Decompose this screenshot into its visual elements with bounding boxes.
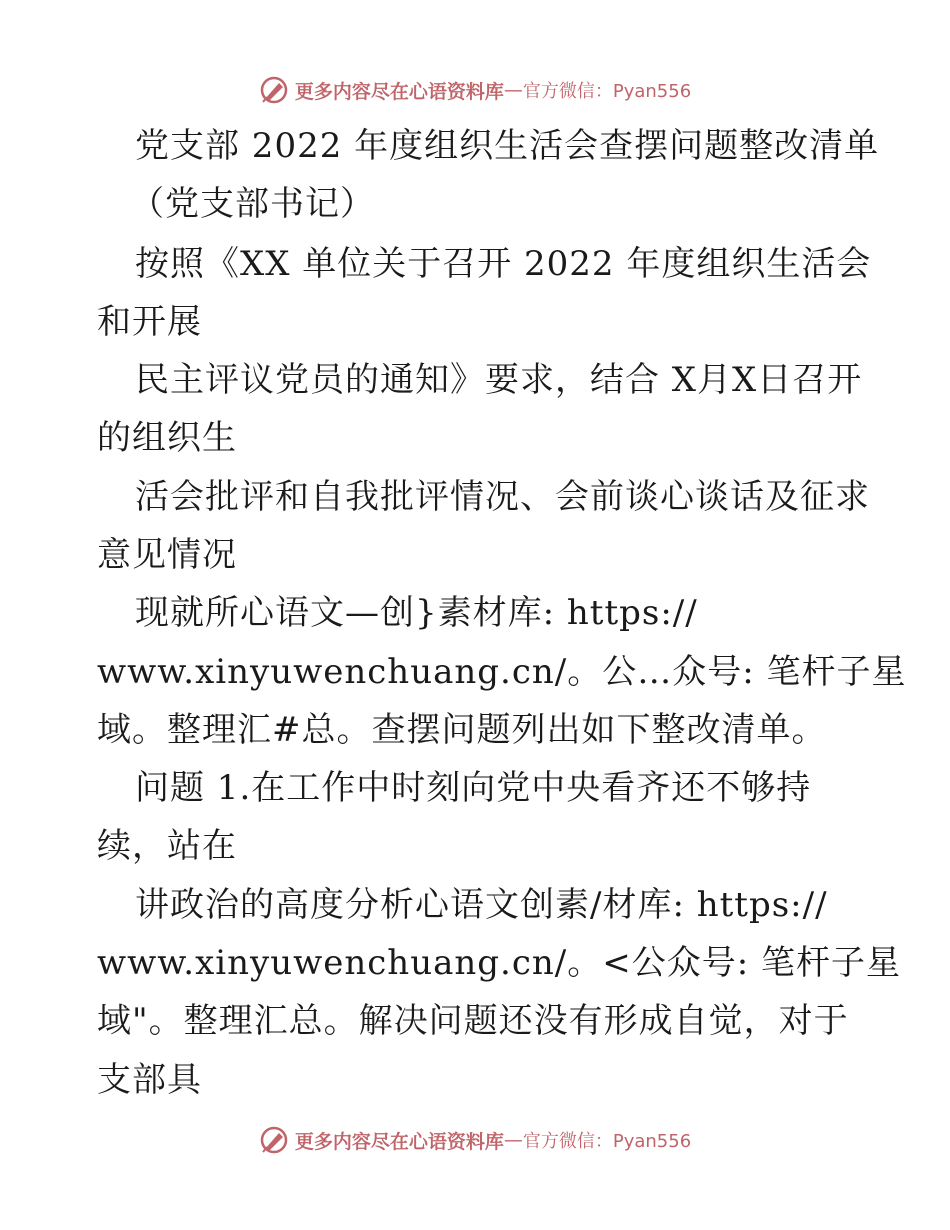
pen-logo-icon — [259, 75, 289, 105]
doc-line: 按照《XX 单位关于召开 2022 年度组织生活会 — [135, 244, 872, 284]
doc-title: 党支部 2022 年度组织生活会查摆问题整改清单 — [135, 126, 880, 166]
doc-line: 和开展 — [97, 302, 202, 342]
doc-line: 域。整理汇#总。查摆问题列出如下整改清单。 — [97, 710, 827, 750]
banner-wechat: 官方微信：Pyan556 — [522, 81, 692, 102]
banner-brand: 更多内容尽在心语资料库 — [294, 80, 504, 103]
doc-subtitle: （党支部书记） — [130, 184, 375, 224]
doc-line: 讲政治的高度分析心语文创素/材库: https:// — [135, 885, 828, 925]
banner-wechat: 官方微信：Pyan556 — [522, 1131, 692, 1152]
header-banner — [0, 70, 950, 110]
banner-brand: 更多内容尽在心语资料库 — [294, 1130, 504, 1153]
doc-line: 民主评议党员的通知》要求，结合 X月X日召开 — [135, 360, 863, 400]
doc-line: 的组织生 — [97, 418, 237, 458]
doc-line: www.xinyuwenchuang.cn/。<公众号: 笔杆子星 — [97, 943, 901, 983]
doc-line: 续，站在 — [97, 826, 237, 866]
doc-line: 问题 1.在工作中时刻向党中央看齐还不够持 — [135, 768, 812, 808]
doc-line: 意见情况 — [97, 535, 237, 575]
banner-separator: — — [503, 1129, 523, 1151]
doc-line: 活会批评和自我批评情况、会前谈心谈话及征求 — [135, 477, 870, 517]
doc-line: 现就所心语文—创}素材库: https:// — [135, 593, 698, 633]
footer-banner — [0, 1120, 950, 1160]
doc-line: www.xinyuwenchuang.cn/。公…众号: 笔杆子星 — [97, 652, 907, 692]
pen-logo-icon — [259, 1125, 289, 1155]
doc-line: 域"。整理汇总。解决问题还没有形成自觉，对于 — [97, 1001, 849, 1041]
banner-separator: — — [503, 79, 523, 101]
doc-line: 支部具 — [97, 1060, 202, 1100]
